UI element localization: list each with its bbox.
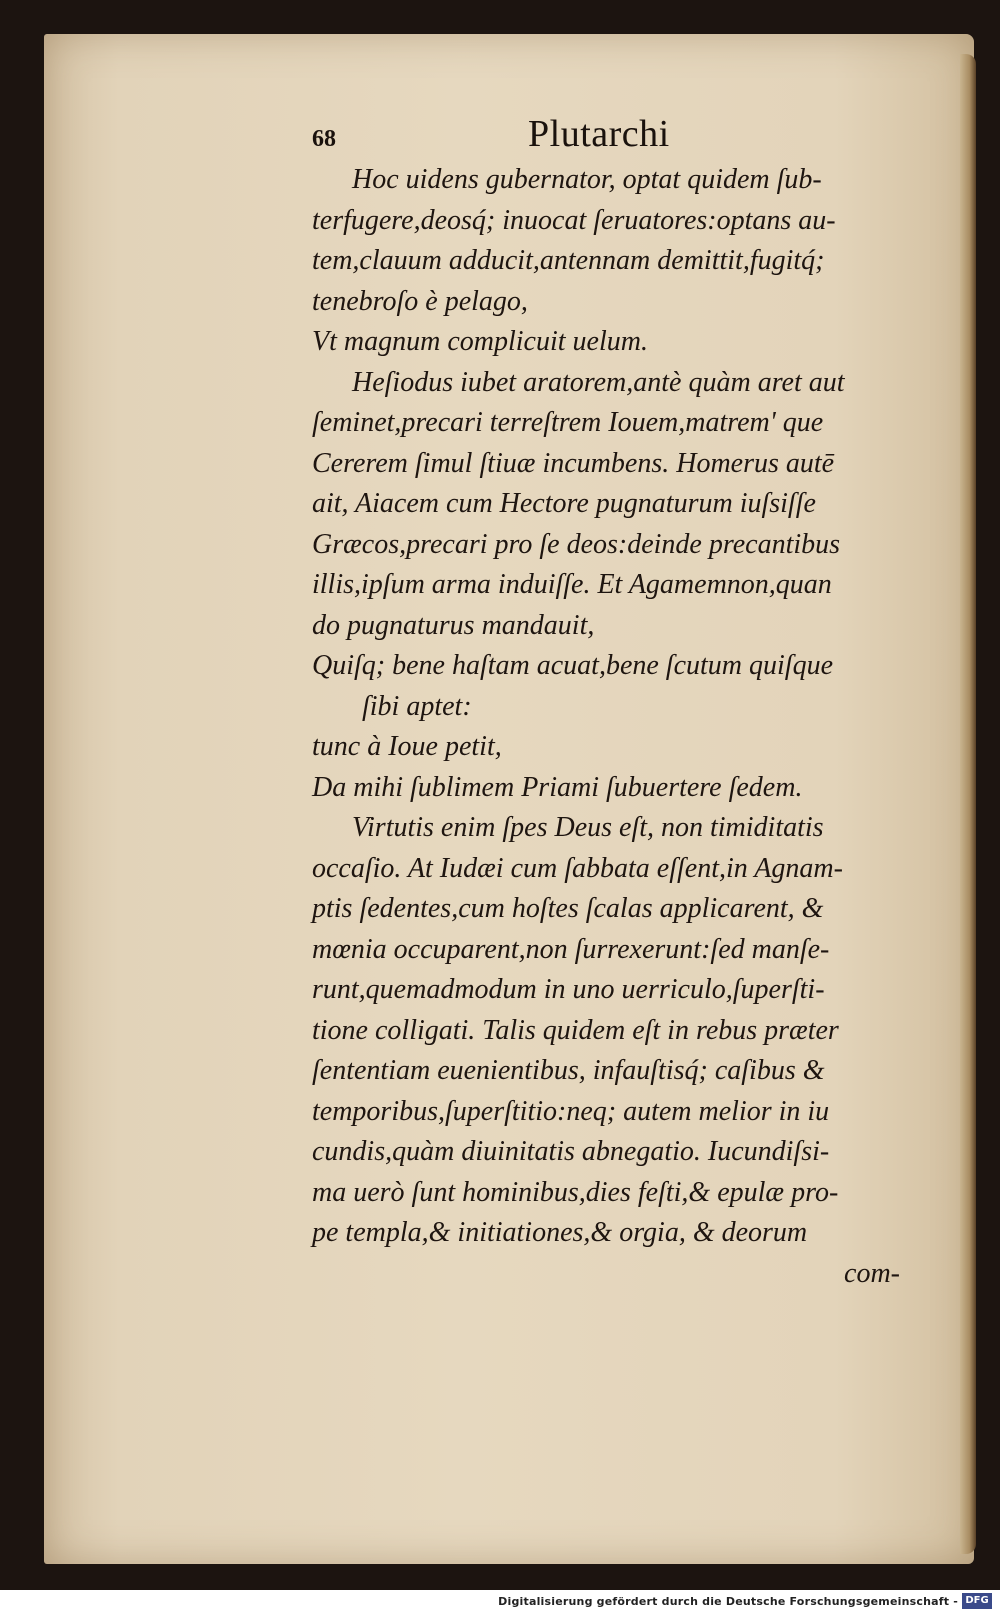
page-edge bbox=[960, 54, 976, 1554]
text-line: tenebroſo è pelago, bbox=[312, 285, 528, 317]
text-line: mœnia occuparent,non ſurrexerunt:ſed manſe- bbox=[312, 933, 830, 965]
verse-line: ſibi aptet: bbox=[362, 690, 472, 722]
text-line: Græcos,precari pro ſe deos:deinde precantibus bbox=[312, 528, 841, 560]
verse-line: Vt magnum complicuit uelum. bbox=[312, 326, 648, 357]
text-line: tione colligati. Talis quidem eſt in rebus præter bbox=[312, 1014, 839, 1046]
text-line: occaſio. At Iudæi cum ſabbata eſſent,in Agnam- bbox=[312, 852, 843, 884]
body-text bbox=[312, 160, 922, 1294]
text-line: Virtutis enim ſpes Deus eſt, non timiditatis bbox=[352, 812, 824, 843]
catchword: com- bbox=[844, 1257, 900, 1289]
text-line: pe templa,& initiationes,& orgia, & deorum bbox=[312, 1217, 808, 1248]
verse-line: Da mihi ſublimem Priami ſubuertere ſedem. bbox=[312, 771, 803, 803]
text-line: Hoc uidens gubernator, optat quidem ſub- bbox=[352, 164, 822, 195]
text-line: runt,quemadmodum in uno uerriculo,ſuperſti- bbox=[312, 974, 825, 1005]
text-line: ptis ſedentes,cum hoſtes ſcalas applicarent, & bbox=[312, 893, 824, 924]
verse-line: Quiſq; bene haſtam acuat,bene ſcutum quiſque bbox=[312, 650, 833, 681]
text-line: ait, Aiacem cum Hectore pugnaturum iuſsiſſe bbox=[312, 488, 816, 519]
text-line: terfugere,deosq́; inuocat ſeruatores:optans au- bbox=[312, 204, 836, 236]
text-line: ma uerò ſunt hominibus,dies feſti,& epulæ pro- bbox=[312, 1176, 839, 1208]
text-line: tem,clauum adducit,antennam demittit,fugitq́; bbox=[312, 245, 825, 276]
text-line: illis,ipſum arma induiſſe. Et Agamemnon,quan bbox=[312, 569, 832, 600]
page-number: 68 bbox=[312, 126, 336, 152]
text-line: temporibus,ſuperſtitio:neq; autem melior in iu bbox=[312, 1095, 830, 1127]
text-line: Cererem ſimul ſtiuæ incumbens. Homerus autē bbox=[312, 447, 835, 479]
running-head: Plutarchi bbox=[528, 113, 670, 155]
footer-bar bbox=[0, 1590, 1000, 1615]
funding-credit: Digitalisierung gefördert durch die Deutsche Forschungsgemeinschaft - bbox=[498, 1595, 958, 1608]
text-line: tunc à Ioue petit, bbox=[312, 731, 502, 762]
text-line: ſeminet,precari terreſtrem Iouem,matrem' que bbox=[312, 407, 824, 438]
text-line: Heſiodus iubet aratorem,antè quàm aret aut bbox=[352, 366, 845, 398]
text-line: ſententiam euenientibus, infauſtisq́; caſibus & bbox=[312, 1055, 825, 1086]
text-line: cundis,quàm diuinitatis abnegatio. Iucundiſsi- bbox=[312, 1136, 830, 1167]
page-header bbox=[312, 112, 712, 162]
dfg-logo: DFG bbox=[962, 1593, 992, 1609]
text-line: do pugnaturus mandauit, bbox=[312, 609, 595, 641]
